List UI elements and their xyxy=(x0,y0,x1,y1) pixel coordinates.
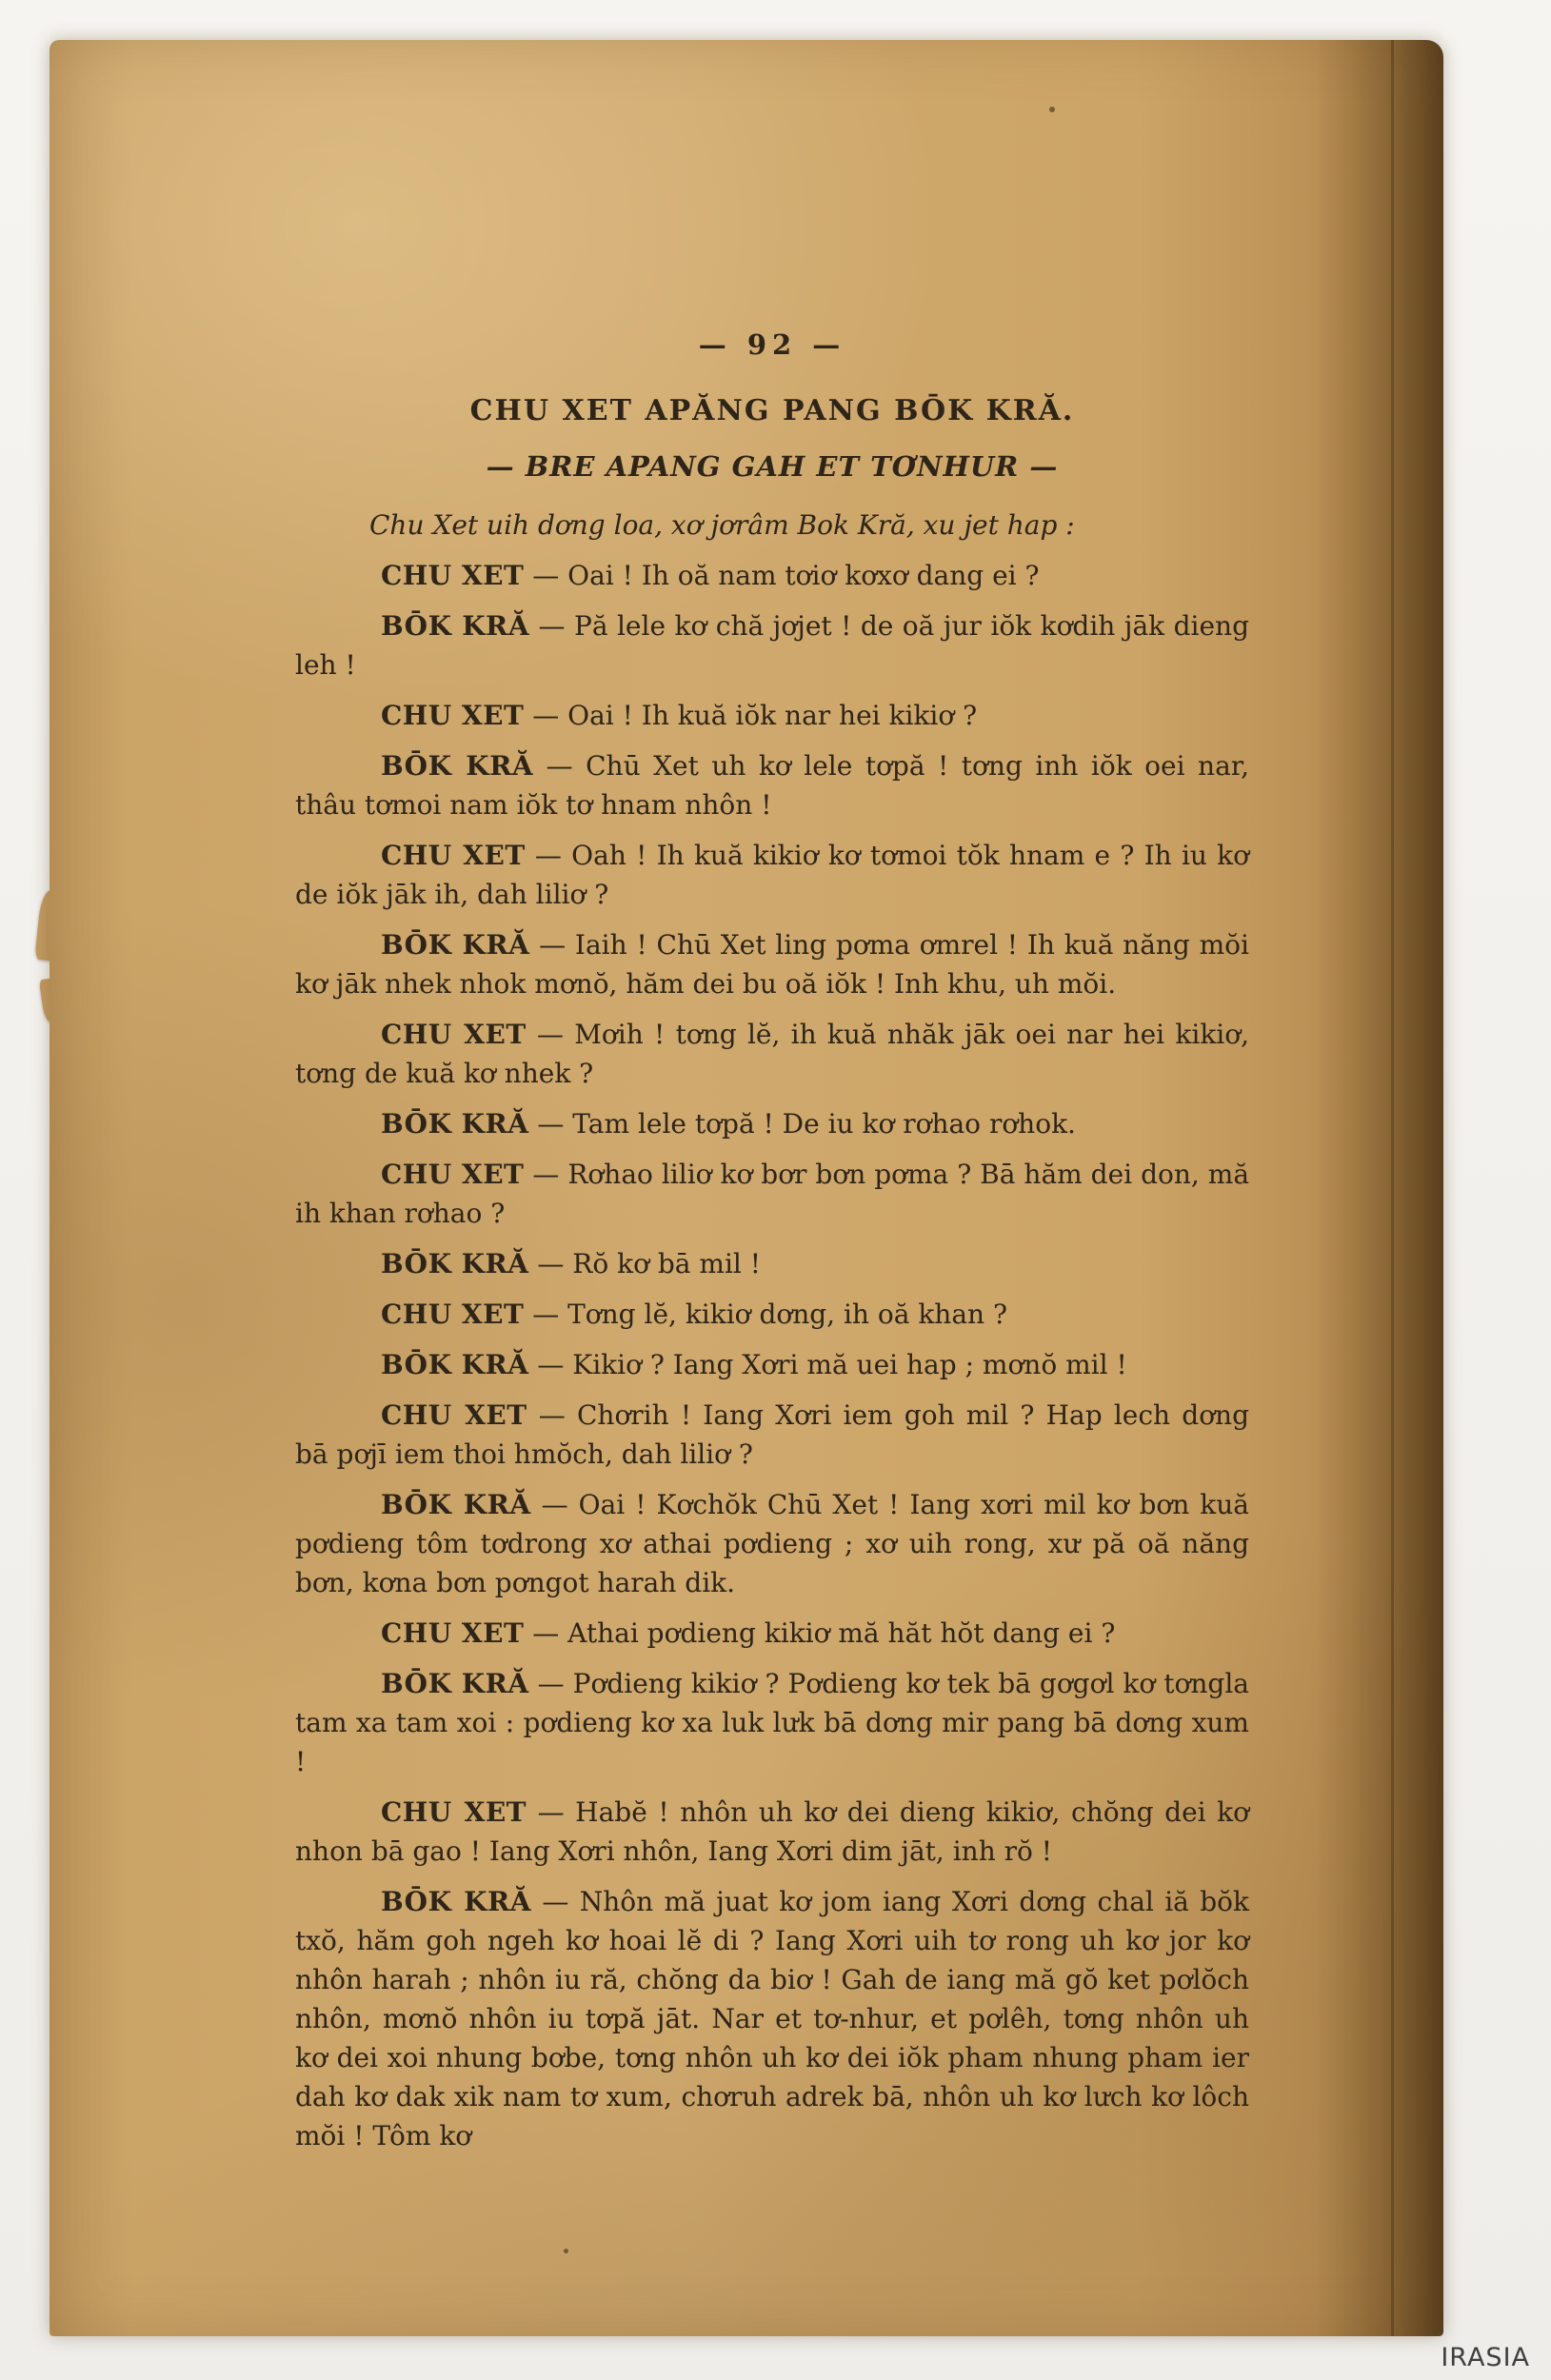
speaker-name: BŌK KRĂ xyxy=(381,1489,531,1520)
ink-speck xyxy=(564,2249,568,2253)
page-number: — 92 — xyxy=(698,328,846,361)
speaker-name: BŌK KRĂ xyxy=(381,1349,529,1380)
dialogue-line xyxy=(295,1155,1249,1233)
speaker-name: CHU XET xyxy=(381,1617,525,1649)
speaker-name: CHU XET xyxy=(381,1159,525,1190)
dialogue-text: — Mơih ! tơng lĕ, ih kuă nhăk jāk oei nar hei kikiơ, tơng de kuă kơ nhek ? xyxy=(295,1019,1250,1089)
dialogue-text: — Oai ! Ih kuă iŏk nar hei kikiơ ? xyxy=(532,700,978,731)
speaker-name: BŌK KRĂ xyxy=(381,1668,529,1699)
paper-page xyxy=(50,40,1443,2336)
speaker-name: BŌK KRĂ xyxy=(381,610,530,642)
speaker-name: BŌK KRĂ xyxy=(381,750,534,782)
dialogue-text: — Rơhao liliơ kơ bơr bơn pơma ? Bā hăm dei don, mă ih khan rơhao ? xyxy=(295,1159,1250,1229)
dialogue-line xyxy=(295,1244,1249,1283)
dialogue-text: — Oah ! Ih kuă kikiơ kơ tơmoi tŏk hnam e ? Ih iu kơ de iŏk jāk ih, dah liliơ ? xyxy=(295,840,1250,910)
dialogue-text: — Chơrih ! Iang Xơri iem goh mil ? Hap lech dơng bā pơjī iem thoi hmŏch, dah liliơ ? xyxy=(295,1399,1250,1470)
dialogue-line xyxy=(295,1882,1249,2155)
stage-direction: Chu Xet uih dơng loa, xơ jơrâm Bok Kră, xu jet hap : xyxy=(369,509,1075,541)
speaker-name: BŌK KRĂ xyxy=(381,1108,529,1140)
watermark-irasia: IRASIA xyxy=(1441,2343,1530,2372)
dialogue-line xyxy=(295,1793,1249,1871)
speaker-name: BŌK KRĂ xyxy=(381,1248,529,1279)
dialogue-line xyxy=(295,1104,1249,1143)
dialogue-line xyxy=(295,1664,1249,1781)
dialogue-line xyxy=(295,1015,1249,1093)
dialogue-line xyxy=(295,1345,1249,1384)
dialogue-line xyxy=(295,696,1249,735)
dialogue-line xyxy=(295,746,1249,824)
dialogue-line xyxy=(295,836,1249,914)
dialogue-text: — Oai ! Ih oă nam tơiơ kơxơ dang ei ? xyxy=(532,560,1040,591)
speaker-name: CHU XET xyxy=(381,1019,527,1050)
ink-speck xyxy=(1049,107,1055,112)
dialogue-line xyxy=(295,1485,1249,1602)
dialogue-line xyxy=(295,606,1249,684)
dialogue-text: — Pă lele kơ chă jơjet ! de oă jur iŏk kơdih jāk dieng leh ! xyxy=(295,610,1250,681)
dialogue-line xyxy=(295,925,1249,1003)
page-edge-line xyxy=(1391,40,1394,2336)
dialogue-text: — Habĕ ! nhôn uh kơ dei dieng kikiơ, chŏng dei kơ nhon bā gao ! Iang Xơri nhôn, Iang Xơri dim jāt, inh rŏ ! xyxy=(295,1796,1249,1867)
speaker-name: CHU XET xyxy=(381,840,526,871)
dialogue-text: — Chū Xet uh kơ lele tơpă ! tơng inh iŏk oei nar, thâu tơmoi nam iŏk tơ hnam nhôn ! xyxy=(295,750,1249,821)
speaker-name: BŌK KRĂ xyxy=(381,929,530,961)
page-title: CHU XET APĂNG PANG BŌK KRĂ. xyxy=(469,394,1075,427)
dialogue-text: — Kikiơ ? Iang Xơri mă uei hap ; mơnŏ mil ! xyxy=(537,1349,1127,1380)
dialogue-text: — Rŏ kơ bā mil ! xyxy=(537,1248,762,1279)
page-subtitle: — BRE APANG GAH ET TƠNHUR — xyxy=(486,450,1059,483)
page-edge-shadow xyxy=(1315,40,1443,2336)
dialogue-line xyxy=(295,1614,1249,1653)
speaker-name: CHU XET xyxy=(381,700,525,731)
dialogue-text: — Nhôn mă juat kơ jom iang Xơri dơng chal iă bŏk txŏ, hăm goh ngeh kơ hoai lĕ di ? Iang Xơri uih tơ rong uh kơ jor kơ nhôn harah ; nhôn iu ră, chŏng da biơ ! Gah de iang mă gŏ ket pơlŏch nhôn, mơnŏ nhôn iu tơpă jāt. Nar et tơ-nhur, et pơlêh, tơng nhôn uh kơ dei xoi nhung bơbe, tơng nhôn uh kơ dei iŏk pham nhung pham ier dah kơ dak xik nam tơ xum, chơruh adrek bā, nhôn uh kơ lưch kơ lôch mŏi ! Tôm kơ xyxy=(295,1886,1249,2152)
dialogue-text: — Pơdieng kikiơ ? Pơdieng kơ tek bā gơgơl kơ tơngla tam xa tam xoi : pơdieng kơ xa luk lưk bā dơng mir pang bā dơng xum ! xyxy=(295,1668,1249,1777)
dialogue-text: — Oai ! Kơchŏk Chū Xet ! Iang xơri mil kơ bơn kuă pơdieng tôm tơdrong xơ athai pơdieng ; xơ uih rong, xư pă oă năng bơn, kơna bơn pơngot harah dik. xyxy=(295,1489,1249,1598)
speaker-name: CHU XET xyxy=(381,560,525,591)
dialogue-text: — Tơng lĕ, kikiơ dơng, ih oă khan ? xyxy=(532,1299,1007,1330)
speaker-name: CHU XET xyxy=(381,1299,525,1330)
speaker-name: CHU XET xyxy=(381,1796,527,1828)
page-content xyxy=(295,326,1249,2155)
dialogue-text: — Iaih ! Chū Xet ling pơma ơmrel ! Ih kuă năng mŏi kơ jāk nhek nhok mơnŏ, hăm dei bu oă iŏk ! Inh khu, uh mŏi. xyxy=(295,929,1249,1000)
dialogue-line xyxy=(295,1295,1249,1334)
dialogue-text: — Tam lele tơpă ! De iu kơ rơhao rơhok. xyxy=(537,1108,1076,1140)
speaker-name: BŌK KRĂ xyxy=(381,1886,531,1917)
dialogue-text: — Athai pơdieng kikiơ mă hăt hŏt dang ei ? xyxy=(532,1617,1116,1649)
speaker-name: CHU XET xyxy=(381,1399,527,1431)
dialogue-line xyxy=(295,556,1249,595)
dialogue-line xyxy=(295,1396,1249,1474)
